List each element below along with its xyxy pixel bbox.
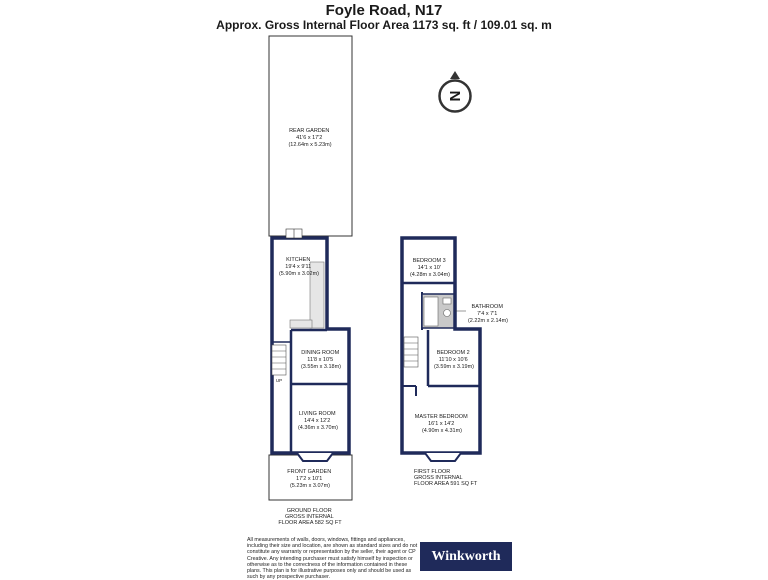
master-bedroom-metric: (4.90m x 4.31m) xyxy=(421,428,463,434)
svg-text:BEDROOM 2 11'10 x 10'6 xyxy=(434,350,474,370)
living-room-metric: (4.36m x 3.70m) xyxy=(297,425,339,431)
first-floor-plan xyxy=(402,238,508,487)
kitchen-units xyxy=(290,320,312,328)
plan-subtitle: Approx. Gross Internal Floor Area 1173 sq. ft / 109.01 sq. m xyxy=(216,18,552,32)
rear-garden-metric: (12.64m x 5.23m) xyxy=(288,142,332,148)
dining-room-metric: (3.55m x 3.18m) xyxy=(300,364,342,370)
first-floor-caption-2: GROSS INTERNAL xyxy=(414,475,463,481)
bathroom-name: BATHROOM xyxy=(471,304,503,310)
ground-floor-stairs xyxy=(272,345,286,375)
bedroom-2-name: BEDROOM 2 xyxy=(436,350,470,356)
bath-icon xyxy=(424,297,438,326)
dining-room-name: DINING ROOM xyxy=(301,350,340,356)
living-room-bay-window xyxy=(297,453,333,461)
svg-text:GROUND FLOOR GROSS INTER xyxy=(278,508,342,526)
bedroom-3-name: BEDROOM 3 xyxy=(412,258,446,264)
front-garden-metric: (5.23m x 3.07m) xyxy=(289,483,331,489)
rear-garden-imperial: 41'6 x 17'2 xyxy=(296,135,323,141)
basin-icon xyxy=(444,310,451,317)
front-garden-imperial: 17'2 x 10'1 xyxy=(296,476,323,482)
front-garden-name: FRONT GARDEN xyxy=(287,469,332,475)
toilet-icon xyxy=(443,298,451,304)
master-bedroom-name: MASTER BEDROOM xyxy=(414,414,468,420)
living-room-name: LIVING ROOM xyxy=(298,411,336,417)
bedroom-2-metric: (3.59m x 3.19m) xyxy=(433,364,475,370)
north-compass-icon xyxy=(440,71,471,112)
bedroom-3-imperial: 14'1 x 10' xyxy=(417,265,441,271)
first-floor-caption-3: FLOOR AREA 591 SQ FT xyxy=(414,481,478,487)
svg-text:FIRST FLOOR GROSS INTERN xyxy=(414,469,478,487)
first-floor-caption-1: FIRST FLOOR xyxy=(414,469,451,475)
kitchen-metric: (5.90m x 3.02m) xyxy=(278,271,320,277)
dining-room-imperial: 11'8 x 10'5 xyxy=(307,357,334,363)
bedroom-3-metric: (4.28m x 3.04m) xyxy=(409,272,451,278)
ground-floor-caption-3: FLOOR AREA 582 SQ FT xyxy=(278,520,342,526)
compass-letter: N xyxy=(446,90,463,102)
disclaimer-text: All measurements of walls, doors, windows, fittings and appliances, including their size and location, are shown as standard sizes and do not constitute any warranty or representation by the seller, their agent or CP Creative. Any intending purchaser must satisfy himself by inspection or otherwise as to the correctness of the information contained in these plans. This plan is for illustrative purposes only and should be used as such by any prospective purchaser. xyxy=(247,537,418,580)
winkworth-logo: Winkworth xyxy=(420,542,512,571)
plan-title: Foyle Road, N17 xyxy=(325,2,443,19)
ground-floor-caption-2: GROSS INTERNAL xyxy=(285,514,334,520)
bedroom-2-imperial: 11'10 x 10'6 xyxy=(438,357,468,363)
first-floor-stairs xyxy=(404,337,418,367)
stairs-up-label: UP xyxy=(275,378,283,383)
master-bedroom-imperial: 16'1 x 14'2 xyxy=(428,421,455,427)
kitchen-name: KITCHEN xyxy=(286,257,311,263)
svg-text:BATHROOM 7'4 x 7'1 xyxy=(468,304,508,324)
bathroom-metric: (2.22m x 2.14m) xyxy=(467,318,509,324)
ground-floor-plan xyxy=(269,36,352,526)
ground-floor-caption-1: GROUND FLOOR xyxy=(286,508,332,514)
living-room-imperial: 14'4 x 12'2 xyxy=(304,418,331,424)
kitchen-imperial: 19'4 x 9'11 xyxy=(285,264,312,270)
master-bedroom-bay-window xyxy=(425,453,461,461)
bathroom-imperial: 7'4 x 7'1 xyxy=(477,311,498,317)
rear-garden-name: REAR GARDEN xyxy=(289,128,330,134)
